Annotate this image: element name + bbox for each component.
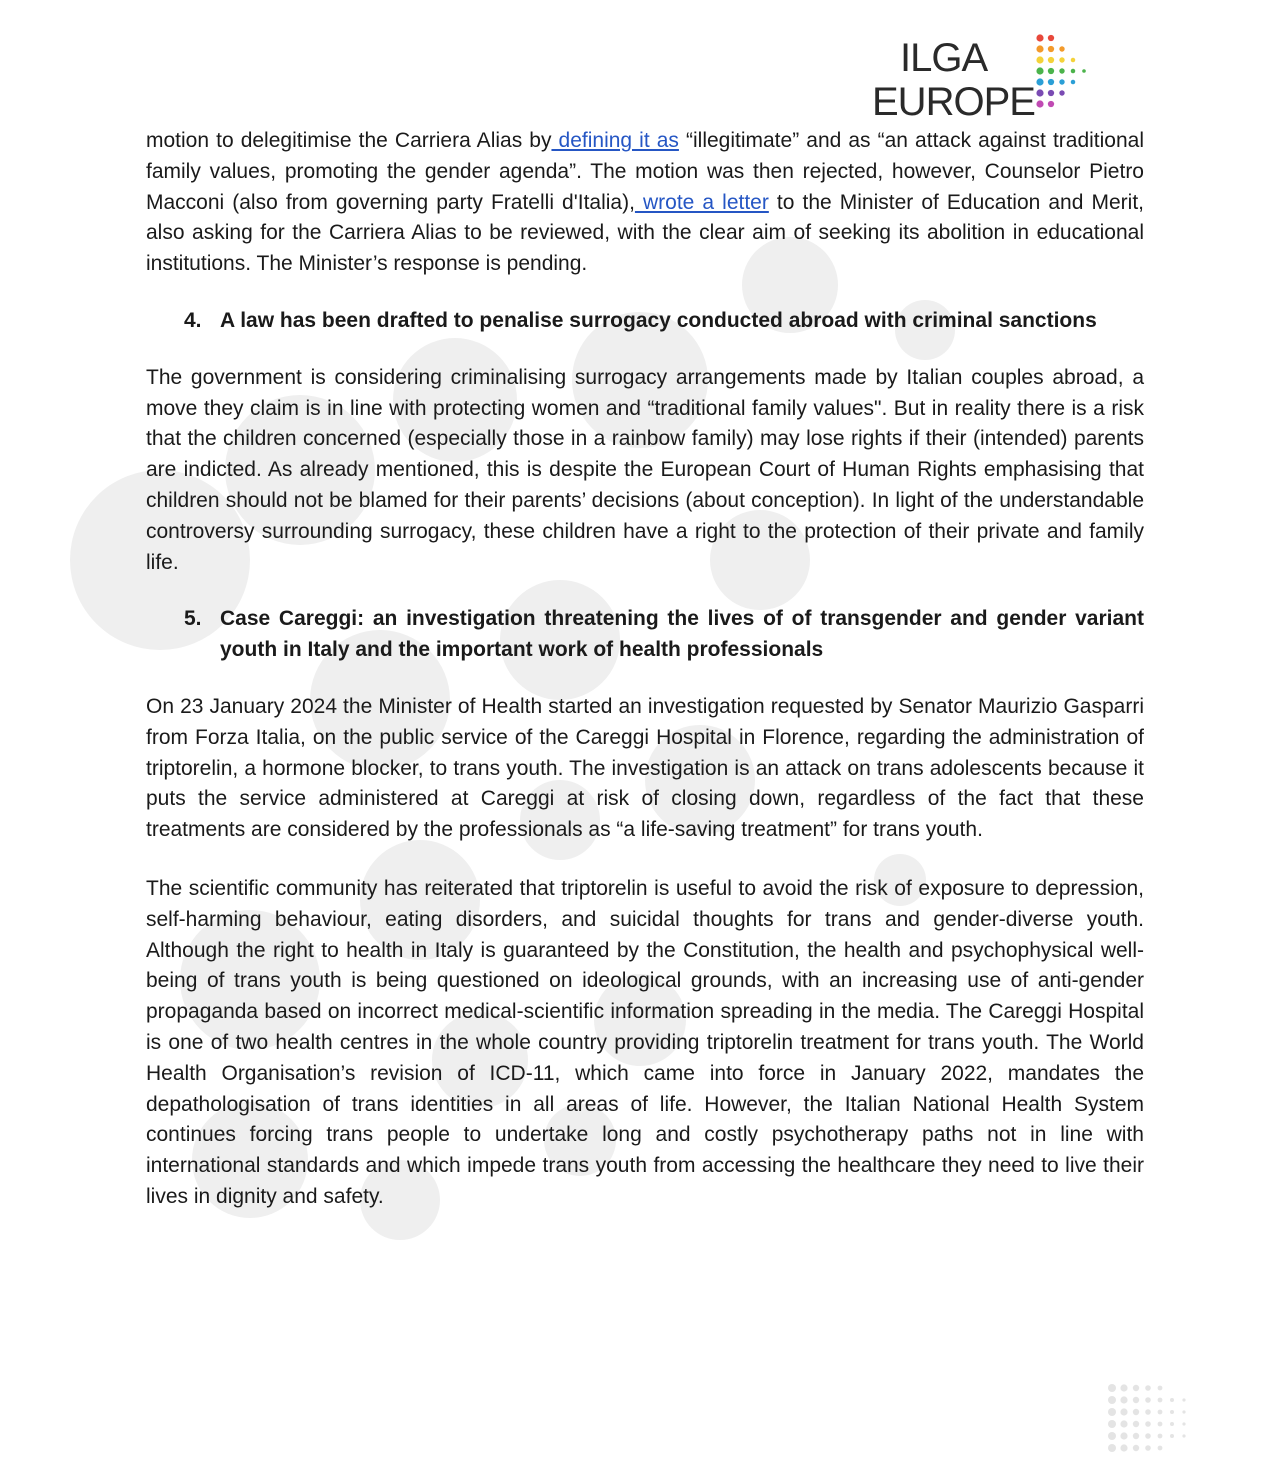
corner-dot xyxy=(1133,1421,1139,1427)
logo-dot xyxy=(1036,100,1043,107)
corner-dot xyxy=(1120,1396,1127,1403)
corner-dot xyxy=(1133,1409,1139,1415)
corner-dot xyxy=(1133,1397,1139,1403)
corner-dot xyxy=(1145,1433,1151,1439)
logo-dot xyxy=(1059,57,1064,62)
logo-dot xyxy=(1036,67,1043,74)
corner-dots-decoration xyxy=(1104,1374,1194,1464)
logo-text-ilga: ILGA xyxy=(900,36,988,80)
logo-dot xyxy=(1048,35,1054,41)
intro-text-2: “illegitimate” and as “an attack against traditional family values, promoting the gender agenda”. The motion was then rejected, however, Counselor Pietro Macconi (also from governing party Fratelli d'Italia), xyxy=(146,129,1144,214)
corner-dot xyxy=(1158,1422,1163,1427)
corner-dot xyxy=(1170,1398,1174,1402)
corner-dot xyxy=(1108,1384,1116,1392)
logo-dot xyxy=(1036,78,1043,85)
intro-text-3: to the Minister of Education and Merit, also asking for the Carriera Alias to be reviewed, with the clear aim of seeking its abolition in educational institutions. The Minister’s response is pending. xyxy=(146,190,1144,276)
paragraph-intro xyxy=(146,126,1144,280)
corner-dot xyxy=(1145,1445,1151,1451)
logo-dot xyxy=(1059,79,1064,84)
corner-dot xyxy=(1182,1410,1185,1413)
corner-dot xyxy=(1158,1398,1163,1403)
logo-dot xyxy=(1059,68,1064,73)
section-4-number: 4. xyxy=(184,308,202,332)
corner-dot xyxy=(1145,1421,1151,1427)
corner-dot xyxy=(1145,1409,1151,1415)
corner-dot xyxy=(1120,1420,1127,1427)
corner-dot xyxy=(1158,1434,1163,1439)
logo-dot xyxy=(1082,69,1086,73)
corner-dot xyxy=(1108,1444,1116,1452)
logo-text-europe: EUROPE xyxy=(872,80,1035,124)
wrote-a-letter-link[interactable]: wrote a letter xyxy=(634,190,769,214)
corner-dot xyxy=(1120,1408,1127,1415)
logo-dots-icon xyxy=(1034,22,1134,122)
section-5-paragraph-2: The scientific community has reiterated that triptorelin is useful to avoid the risk of exposure to depression, self-harming behaviour, eating disorders, and suicidal thoughts for trans and gender-diverse youth. Although the right to health in Italy is guaranteed by the Constitution, the health and psychophysical well-being of trans youth is being questioned on ideological grounds, with an increasing use of anti-gender propaganda based on incorrect medical-scientific information spreading in the media. The Careggi Hospital is one of two health centres in the whole country providing triptorelin treatment for trans youth. The World Health Organisation’s revision of ICD-11, which came into force in January 2022, mandates the depathologisation of trans identities in all areas of life. However, the Italian National Health System continues forcing trans people to undertake long and costly psychotherapy paths not in line with international standards and which impede trans youth from accessing the healthcare they need to live their lives in dignity and safety. xyxy=(146,876,1144,1208)
section-4-paragraph: The government is considering criminalising surrogacy arrangements made by Italian couples abroad, a move they claim is in line with protecting women and “traditional family values". But in reality there is a risk that the children concerned (especially those in a rainbow family) may lose rights if their (intended) parents are indicted. As already mentioned, this is despite the European Court of Human Rights emphasising that children should not be blamed for their parents’ decisions (about conception). In light of the understandable controversy surrounding surrogacy, these children have a right to the protection of their private and family life. xyxy=(146,365,1144,574)
logo-dot xyxy=(1048,46,1054,52)
section-5-title: Case Careggi: an investigation threatening the lives of of transgender and gender variant youth in Italy and the important work of health professionals xyxy=(220,607,1144,662)
logo-dot xyxy=(1071,58,1076,63)
logo-dot xyxy=(1036,34,1043,41)
corner-dot xyxy=(1158,1446,1163,1451)
corner-dot xyxy=(1182,1422,1185,1425)
corner-dot xyxy=(1108,1408,1116,1416)
section-4-heading xyxy=(146,306,1144,337)
logo-dot xyxy=(1036,89,1043,96)
logo-dot xyxy=(1071,80,1076,85)
corner-dot xyxy=(1108,1420,1116,1428)
logo-dot xyxy=(1059,90,1064,95)
corner-dot xyxy=(1170,1422,1174,1426)
logo-dot xyxy=(1048,68,1054,74)
corner-dot xyxy=(1170,1434,1174,1438)
corner-dot xyxy=(1133,1433,1139,1439)
corner-dot xyxy=(1120,1432,1127,1439)
section-5-number: 5. xyxy=(184,607,202,631)
corner-dot xyxy=(1108,1432,1116,1440)
corner-dot xyxy=(1133,1385,1139,1391)
corner-dot xyxy=(1108,1396,1116,1404)
corner-dot xyxy=(1133,1445,1139,1451)
section-5-paragraph-1: On 23 January 2024 the Minister of Health started an investigation requested by Senator Maurizio Gasparri from Forza Italia, on the public service of the Careggi Hospital in Florence, regarding the administration of triptorelin, a hormone blocker, to trans youth. The investigation is an attack on trans adolescents because it puts the service administered at Careggi at risk of closing down, regardless of the fact that these treatments are considered by the professionals as “a life-saving treatment” for trans youth. xyxy=(146,694,1144,842)
corner-dot xyxy=(1170,1410,1174,1414)
corner-dot xyxy=(1145,1397,1151,1403)
corner-dot xyxy=(1120,1384,1127,1391)
logo-dot xyxy=(1048,57,1054,63)
defining-it-as-link[interactable]: defining it as xyxy=(551,129,679,152)
section-5-heading xyxy=(146,604,1144,666)
logo-dot xyxy=(1036,56,1043,63)
corner-dot xyxy=(1158,1410,1163,1415)
corner-dot xyxy=(1120,1444,1127,1451)
intro-text-1: motion to delegitimise the Carriera Alias by xyxy=(146,129,552,152)
corner-dot xyxy=(1182,1434,1185,1437)
document-body xyxy=(146,126,1144,1213)
corner-dot xyxy=(1145,1385,1151,1391)
corner-dot xyxy=(1182,1398,1185,1401)
logo-dot xyxy=(1048,101,1054,107)
logo-dot xyxy=(1048,90,1054,96)
logo-dot xyxy=(1048,79,1054,85)
corner-dot xyxy=(1158,1386,1163,1391)
section-4-title: A law has been drafted to penalise surrogacy conducted abroad with criminal sanctions xyxy=(220,308,1097,332)
logo-dot xyxy=(1071,69,1076,74)
logo-dot xyxy=(1036,45,1043,52)
ilga-europe-logo xyxy=(866,18,1136,128)
logo-dot xyxy=(1059,46,1064,51)
